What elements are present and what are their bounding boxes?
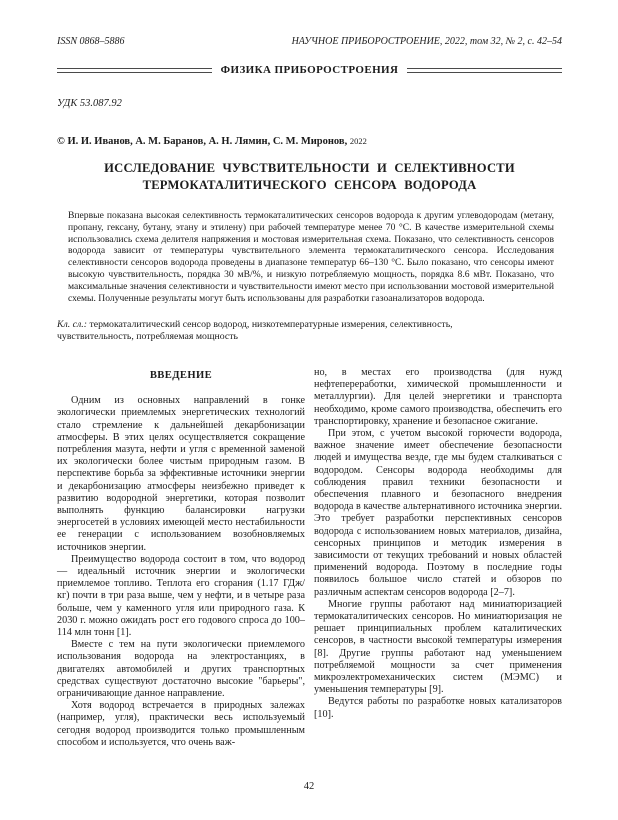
keywords-block [57,319,522,343]
paragraph: но, в местах его производства (для нужд нефтепереработки, химической промышленности и металлургии). Для целей энергетики и транспорта необходимо, кроме самого производства, обеспечить его транспортировку, хранение и безопасное сжигание. [314,366,562,427]
paragraph: Одним из основных направлений в гонке экологически приемлемых энергетических технологий стало стремление к дальнейшей декарбонизации атмосферы. В этих целях осуществляется сокращение потребления мазута, нефти и угля с временной заменой их экологически более чистым природным газом. В перспективе борьба за эффективные источники энергии и декарбонизацию атмосферы неизбежно приведет к развитию водородной энергетики, которая позволит выполнять функцию балансировки нагрузки энергосетей в условиях имеющей место нестабильности ее генерации с использованием возобновляемых источников энергии. [57,395,305,553]
right-column [314,367,562,749]
paragraph: При этом, с учетом высокой горючести водорода, важное значение имеет обеспечение безопасности людей и имущества везде, где мы будем сталкиваться с водородом. Сенсоры водорода необходимы для соблюдения правил техники безопасности и обеспечения плавного и безопасного внедрения водорода в качестве альтернативного источника энергии. Это требует разработки перспективных сенсоров водорода с использованием новых материалов, дизайна, сенсорных принципов и методик измерения в зависимости от текущих требований и новых областей применений водорода. Поэтому в последние годы появилось большое число статей и обзоров по различным аспектам сенсоров водорода [2–7]. [314,427,562,598]
paragraph: Преимущество водорода состоит в том, что водород — идеальный источник энергии и экологически приемлемое топливо. Теплота его сгорания (1.17 ГДж/кг) почти в три раза выше, чем у нефти, и в четыре раза больше, чем у каменного угля или природного газа. К 2030 г. можно ожидать рост его годового спроса до 100–114 млн тонн [1]. [57,553,305,639]
article-title: ИССЛЕДОВАНИЕ ЧУВСТВИТЕЛЬНОСТИ И СЕЛЕКТИВНОСТИ ТЕРМОКАТАЛИТИЧЕСКОГО СЕНСОРА ВОДОРОДА [104,161,515,192]
copyright-year: 2022 [349,136,367,146]
journal-reference: НАУЧНОЕ ПРИБОРОСТРОЕНИЕ, 2022, том 32, № 2, с. 42–54 [291,36,562,47]
issn-label: ISSN 0868–5886 [57,36,125,47]
section-banner [57,64,562,76]
authors-names: © И. И. Иванов, А. М. Баранов, А. Н. Лямин, С. М. Миронов, [57,136,348,147]
body-columns [57,367,562,749]
paragraph: Вместе с тем на пути экологически приемлемого использования водорода на электростанциях, в двигателях автомобилей и других транспортных средствах существуют достаточно высокие "барьеры", ограничивающие данное направление. [57,639,305,700]
paragraph: Ведутся работы по разработке новых катализаторов [10]. [314,696,562,720]
section-banner-title: ФИЗИКА ПРИБОРОСТРОЕНИЯ [220,64,399,76]
authors-byline [57,136,562,147]
running-head [57,36,562,47]
keywords-list: термокаталитический сенсор водород, низкотемпературные измерения, селективность, чувствительность, потребляемая мощность [57,319,453,343]
introduction-heading: ВВЕДЕНИЕ [149,369,213,381]
abstract-text: Впервые показана высокая селективность термокаталитических сенсоров водорода к другим углеводородам (метану, пропану, гексану, бутану, этану и этилену) при рабочей температуре менее 70 °C. В качестве измерительной схемы использовались схема делителя напряжения и мостовая измерительная схема. Показано, что селективность сенсоров водорода зависит от температуры чувствительного элемента термокаталитического сенсора. Исследования селективности сенсоров водорода проведены в диапазоне температур 66–130 °C. Было показано, что сенсоры имеют высокую чувствительность, порядка 30 мВ/%, и низкую потребляемую мощность, порядка 8.6 мВт. Показано, что максимальные значения селективности и чувствительности имеют место при использовании мостовой измерительной схемы. Полученные результаты могут быть использованы для разработки газоанализаторов водорода. [68,210,554,304]
left-column [57,367,305,749]
keywords-label: Кл. сл.: [57,319,88,331]
paragraph: Многие группы работают над миниатюризацией термокаталитических сенсоров. Но миниатюризация не решает принципиальных проблем каталитических сенсоров, в частности высокой температуры измерения [8]. Другие группы работают над уменьшением потребляемой мощности за счет применения микроэлектромеханических систем (МЭМС) и уменьшения температуры [9]. [314,598,562,696]
udc-code: УДК 53.087.92 [57,98,122,109]
banner-rule-right [407,68,562,73]
banner-rule-left [57,68,212,73]
page-number: 42 [303,781,315,792]
paragraph: Хотя водород встречается в природных залежах (например, угля), практически весь используемый сегодня водород производится только промышленным способом и используется, что очень важ- [57,700,305,748]
